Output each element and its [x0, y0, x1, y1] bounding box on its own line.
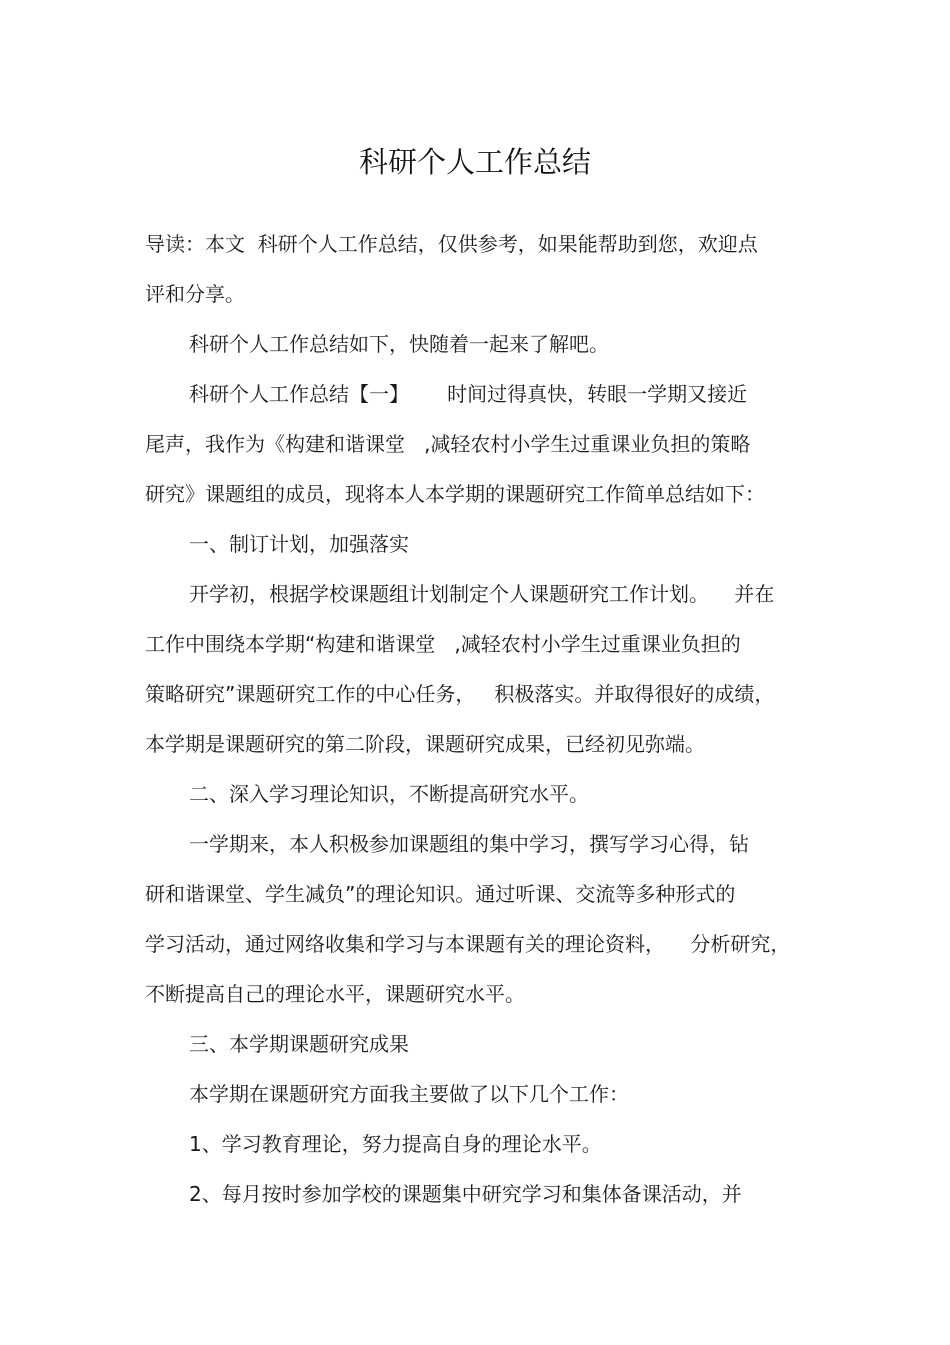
section-heading-3: 三、本学期课题研究成果	[189, 1032, 409, 1056]
section-heading-2: 二、深入学习理论知识，不断提高研究水平。	[189, 782, 589, 806]
paragraph-line: 研和谐课堂、学生减负”的理论知识。通过听课、交流等多种形式的	[145, 882, 736, 906]
paragraph-line: 不断提高自己的理论水平，课题研究水平。	[145, 982, 525, 1006]
list-item-1: 1、学习教育理论，努力提高自身的理论水平。	[189, 1132, 602, 1156]
paragraph-line: 本学期是课题研究的第二阶段，课题研究成果，已经初见弥端。	[145, 732, 705, 756]
paragraph-line: 开学初，根据学校课题组计划制定个人课题研究工作计划。 并在	[189, 582, 775, 606]
paragraph-line: 本学期在课题研究方面我主要做了以下几个工作：	[189, 1082, 629, 1106]
section-heading-1: 一、制订计划，加强落实	[189, 532, 409, 556]
paragraph-line: 策略研究”课题研究工作的中心任务， 积极落实。并取得很好的成绩，	[145, 682, 775, 706]
paragraph-line: 工作中围绕本学期“构建和谐课堂 ,减轻农村小学生过重课业负担的	[145, 632, 741, 656]
paragraph-line: 研究》课题组的成员，现将本人本学期的课题研究工作简单总结如下：	[145, 482, 765, 506]
document-title: 科研个人工作总结	[358, 145, 591, 179]
paragraph-line: 尾声，我作为《构建和谐课堂 ,减轻农村小学生过重课业负担的策略	[145, 432, 751, 456]
list-item-2: 2、每月按时参加学校的课题集中研究学习和集体备课活动，并	[189, 1182, 742, 1206]
paragraph-line: 科研个人工作总结【一】 时间过得真快，转眼一学期又接近	[189, 382, 748, 406]
paragraph-line: 科研个人工作总结如下，快随着一起来了解吧。	[189, 332, 609, 356]
intro-line-2: 评和分享。	[145, 282, 245, 306]
paragraph-line: 学习活动，通过网络收集和学习与本课题有关的理论资料， 分析研究，	[145, 932, 791, 956]
paragraph-line: 一学期来，本人积极参加课题组的集中学习，撰写学习心得，钻	[189, 832, 749, 856]
intro-line-1: 导读：本文 科研个人工作总结，仅供参考，如果能帮助到您，欢迎点	[145, 232, 758, 256]
